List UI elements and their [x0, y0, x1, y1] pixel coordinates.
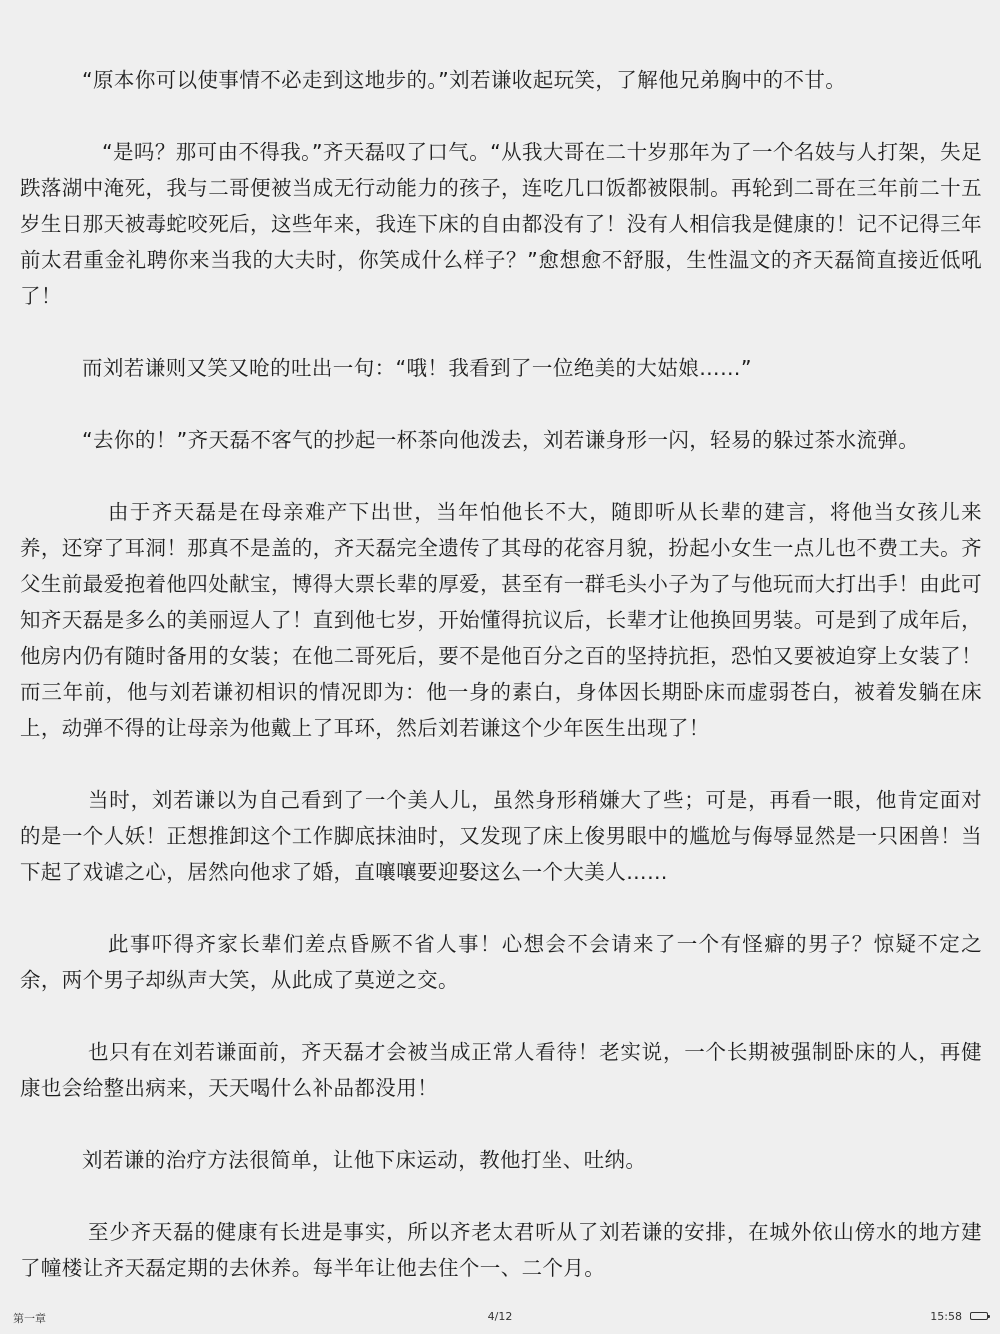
clock-time: 15:58 [930, 1310, 962, 1323]
chapter-label[interactable]: 第一章 [13, 1312, 46, 1325]
paragraph-8: 也只有在刘若谦面前，齐天磊才会被当成正常人看待！老实说，一个长期被强制卧床的人，再健康也会给整出病来，天天喝什么补品都没用！ [20, 1040, 982, 1100]
paragraph-5: 由于齐天磊是在母亲难产下出世，当年怕他长不大，随即听从长辈的建言，将他当女孩儿来养，还穿了耳洞！那真不是盖的，齐天磊完全遗传了其母的花容月貌，扮起小女生一点儿也不费工夫。齐父生前最爱抱着他四处献宝，博得大票长辈的厚爱，甚至有一群毛头小子为了与他玩而大打出手！由此可知齐天磊是多么的美丽逗人了！直到他七岁，开始懂得抗议后，长辈才让他换回男装。可是到了成年后，他房内仍有随时备用的女装；在他二哥死后，要不是他百分之百的坚持抗拒，恐怕又要被迫穿上女装了！而三年前，他与刘若谦初相识的情况即为：他一身的素白，身体因长期卧床而虚弱苍白，被着发躺在床上，动弹不得的让母亲为他戴上了耳环，然后刘若谦这个少年医生出现了！ [20, 500, 982, 740]
paragraph-2: “是吗？那可由不得我。”齐天磊叹了口气。“从我大哥在二十岁那年为了一个名妓与人打架，失足跌落湖中淹死，我与二哥便被当成无行动能力的孩子，连吃几口饭都被限制。再轮到二哥在三年前二十五岁生日那天被毒蛇咬死后，这些年来，我连下床的自由都没有了！没有人相信我是健康的！记不记得三年前太君重金礼聘你来当我的大夫时，你笑成什么样子？”愈想愈不舒服，生性温文的齐天磊简直接近低吼了！ [20, 140, 982, 308]
battery-icon [970, 1312, 988, 1320]
reader-content[interactable] [20, 62, 982, 1286]
paragraph-10: 至少齐天磊的健康有长进是事实，所以齐老太君听从了刘若谦的安排，在城外依山傍水的地方建了幢楼让齐天磊定期的去休养。每半年让他去住个一、二个月。 [20, 1220, 982, 1280]
paragraph-4: “去你的！”齐天磊不客气的抄起一杯茶向他泼去，刘若谦身形一闪，轻易的躲过茶水流弹。 [82, 428, 920, 452]
page-indicator: 4/12 [487, 1310, 513, 1323]
paragraph-1: “原本你可以使事情不必走到这地步的。”刘若谦收起玩笑，了解他兄弟胸中的不甘。 [82, 68, 847, 92]
paragraph-9: 刘若谦的治疗方法很简单，让他下床运动，教他打坐、吐纳。 [82, 1148, 647, 1172]
reader-footer [0, 1306, 1000, 1330]
paragraph-3: 而刘若谦则又笑又呛的吐出一句：“哦！我看到了一位绝美的大姑娘……” [82, 356, 752, 380]
paragraph-7: 此事吓得齐家长辈们差点昏厥不省人事！心想会不会请来了一个有怪癖的男子？惊疑不定之余，两个男子却纵声大笑，从此成了莫逆之交。 [20, 932, 982, 992]
paragraph-6: 当时，刘若谦以为自己看到了一个美人儿，虽然身形稍嫌大了些；可是，再看一眼，他肯定面对的是一个人妖！正想推卸这个工作脚底抹油时，又发现了床上俊男眼中的尴尬与侮辱显然是一只困兽！当下起了戏谑之心，居然向他求了婚，直嚷嚷要迎娶这么一个大美人…… [20, 788, 982, 884]
